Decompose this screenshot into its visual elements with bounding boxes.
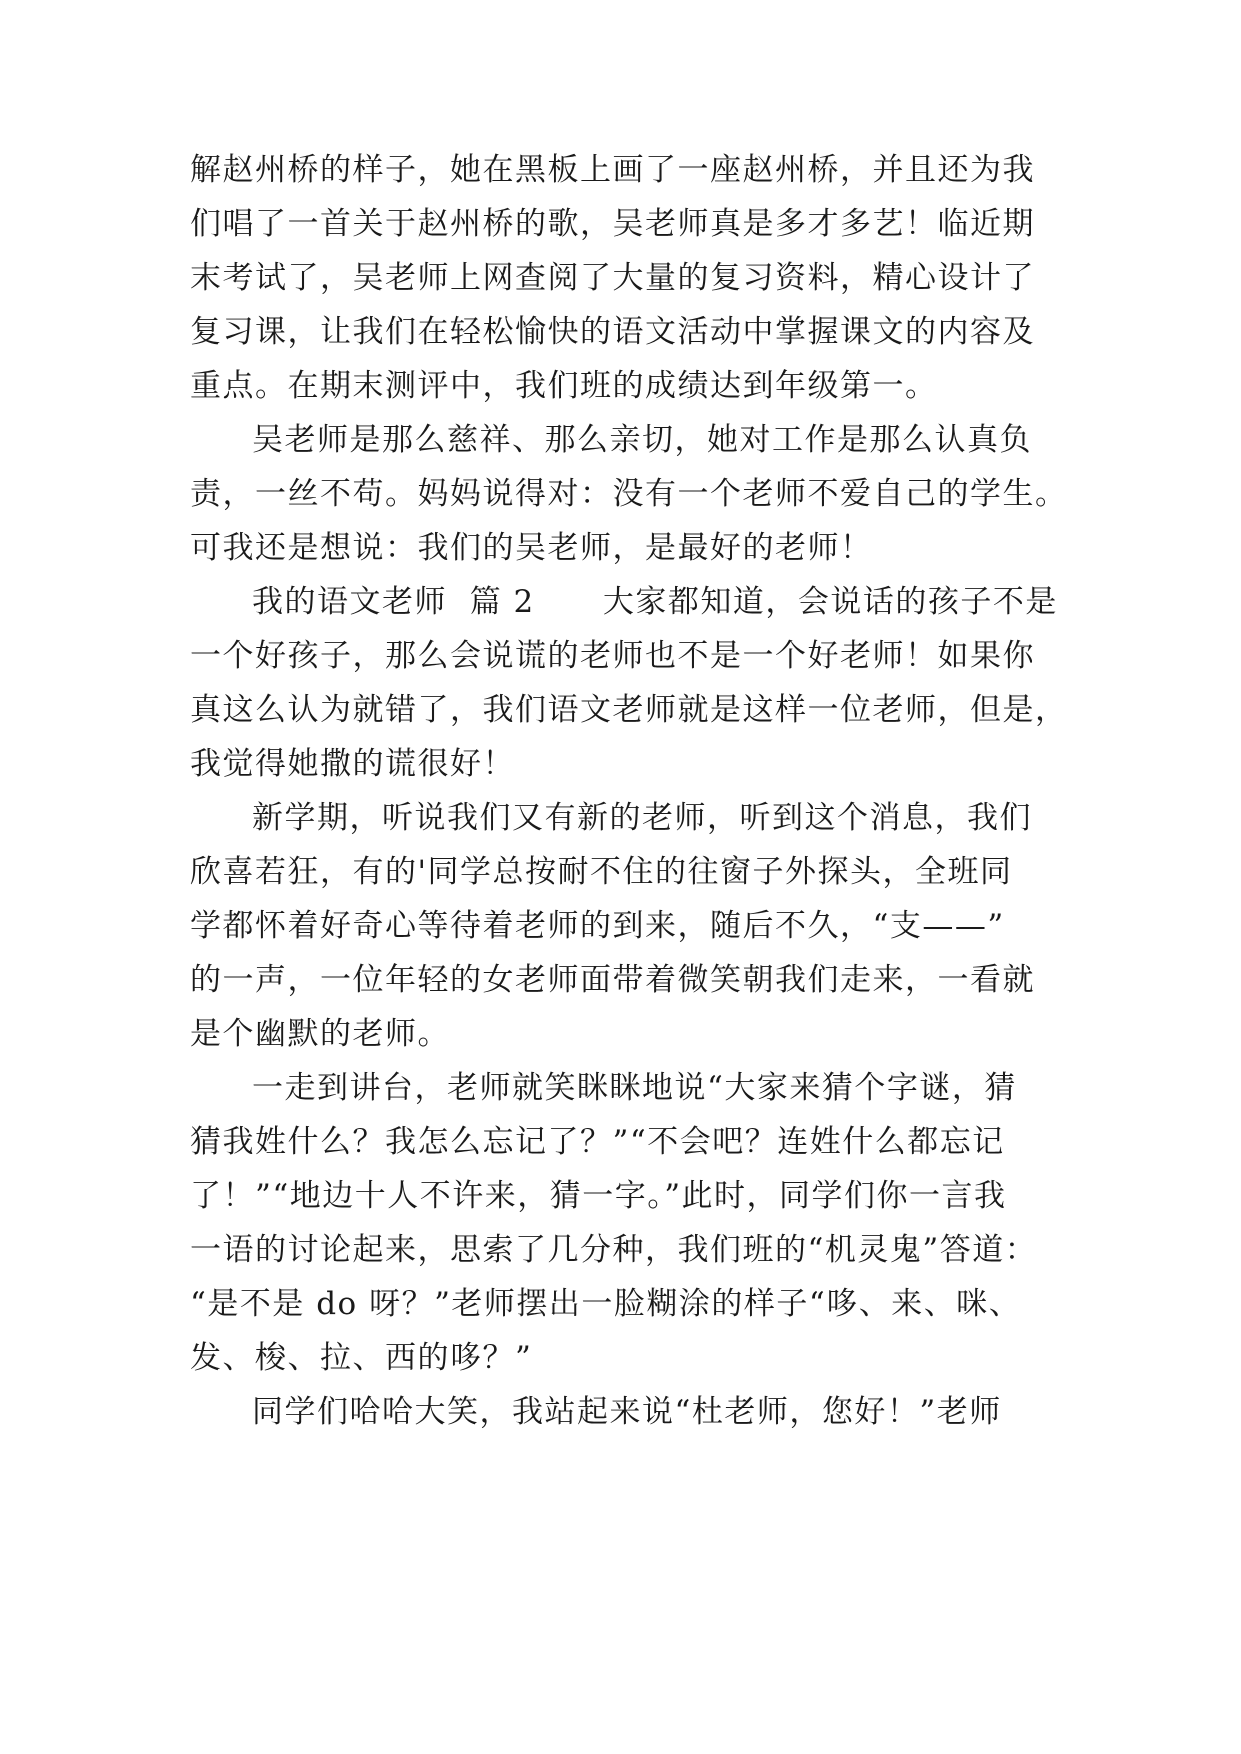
text-line: 可我还是想说：我们的吴老师，是最好的老师！ [190,530,873,566]
text-line: 真这么认为就错了，我们语文老师就是这样一位老师，但是， [190,692,1068,728]
text-line: 一语的讨论起来，思索了几分种，我们班的“机灵鬼”答道： [190,1232,1038,1268]
text-line: 一走到讲台，老师就笑眯眯地说“大家来猜个字谜，猜 [252,1070,1017,1106]
text-line: 解赵州桥的样子，她在黑板上画了一座赵州桥，并且还为我 [190,152,1035,188]
text-line: 学都怀着好奇心等待着老师的到来，随后不久，“支——” [190,908,1005,944]
text-line: 末考试了，吴老师上网查阅了大量的复习资料，精心设计了 [190,260,1035,296]
text-line: 新学期，听说我们又有新的老师，听到这个消息，我们 [252,800,1032,836]
text-line: 吴老师是那么慈祥、那么亲切，她对工作是那么认真负 [252,422,1032,458]
text-line: 们唱了一首关于赵州桥的歌，吴老师真是多才多艺！临近期 [190,206,1035,242]
text-line: 了！”“地边十人不许来，猜一字。”此时，同学们你一言我 [190,1178,1007,1214]
text-line: “是不是 do 呀？”老师摆出一脸糊涂的样子“哆、来、咪、 [190,1286,1022,1322]
text-line: 是个幽默的老师。 [190,1016,450,1052]
text-line: 责，一丝不苟。妈妈说得对：没有一个老师不爱自己的学生。 [190,476,1068,512]
text-line: 复习课，让我们在轻松愉快的语文活动中掌握课文的内容及 [190,314,1035,350]
text-line: 我觉得她撒的谎很好！ [190,746,515,782]
text-line: 欣喜若狂，有的'同学总按耐不住的往窗子外探头，全班同 [190,854,1013,890]
text-line: 发、梭、拉、西的哆？” [190,1340,533,1376]
text-line: 我的语文老师 篇 2 大家都知道，会说话的孩子不是 [252,584,1058,620]
text-line: 的一声，一位年轻的女老师面带着微笑朝我们走来，一看就 [190,962,1035,998]
text-line: 同学们哈哈大笑，我站起来说“杜老师，您好！”老师 [252,1394,1002,1430]
text-line: 重点。在期末测评中，我们班的成绩达到年级第一。 [190,368,938,404]
text-line: 一个好孩子，那么会说谎的老师也不是一个好老师！如果你 [190,638,1035,674]
text-line: 猜我姓什么？我怎么忘记了？”“不会吧？连姓什么都忘记 [190,1124,1005,1160]
